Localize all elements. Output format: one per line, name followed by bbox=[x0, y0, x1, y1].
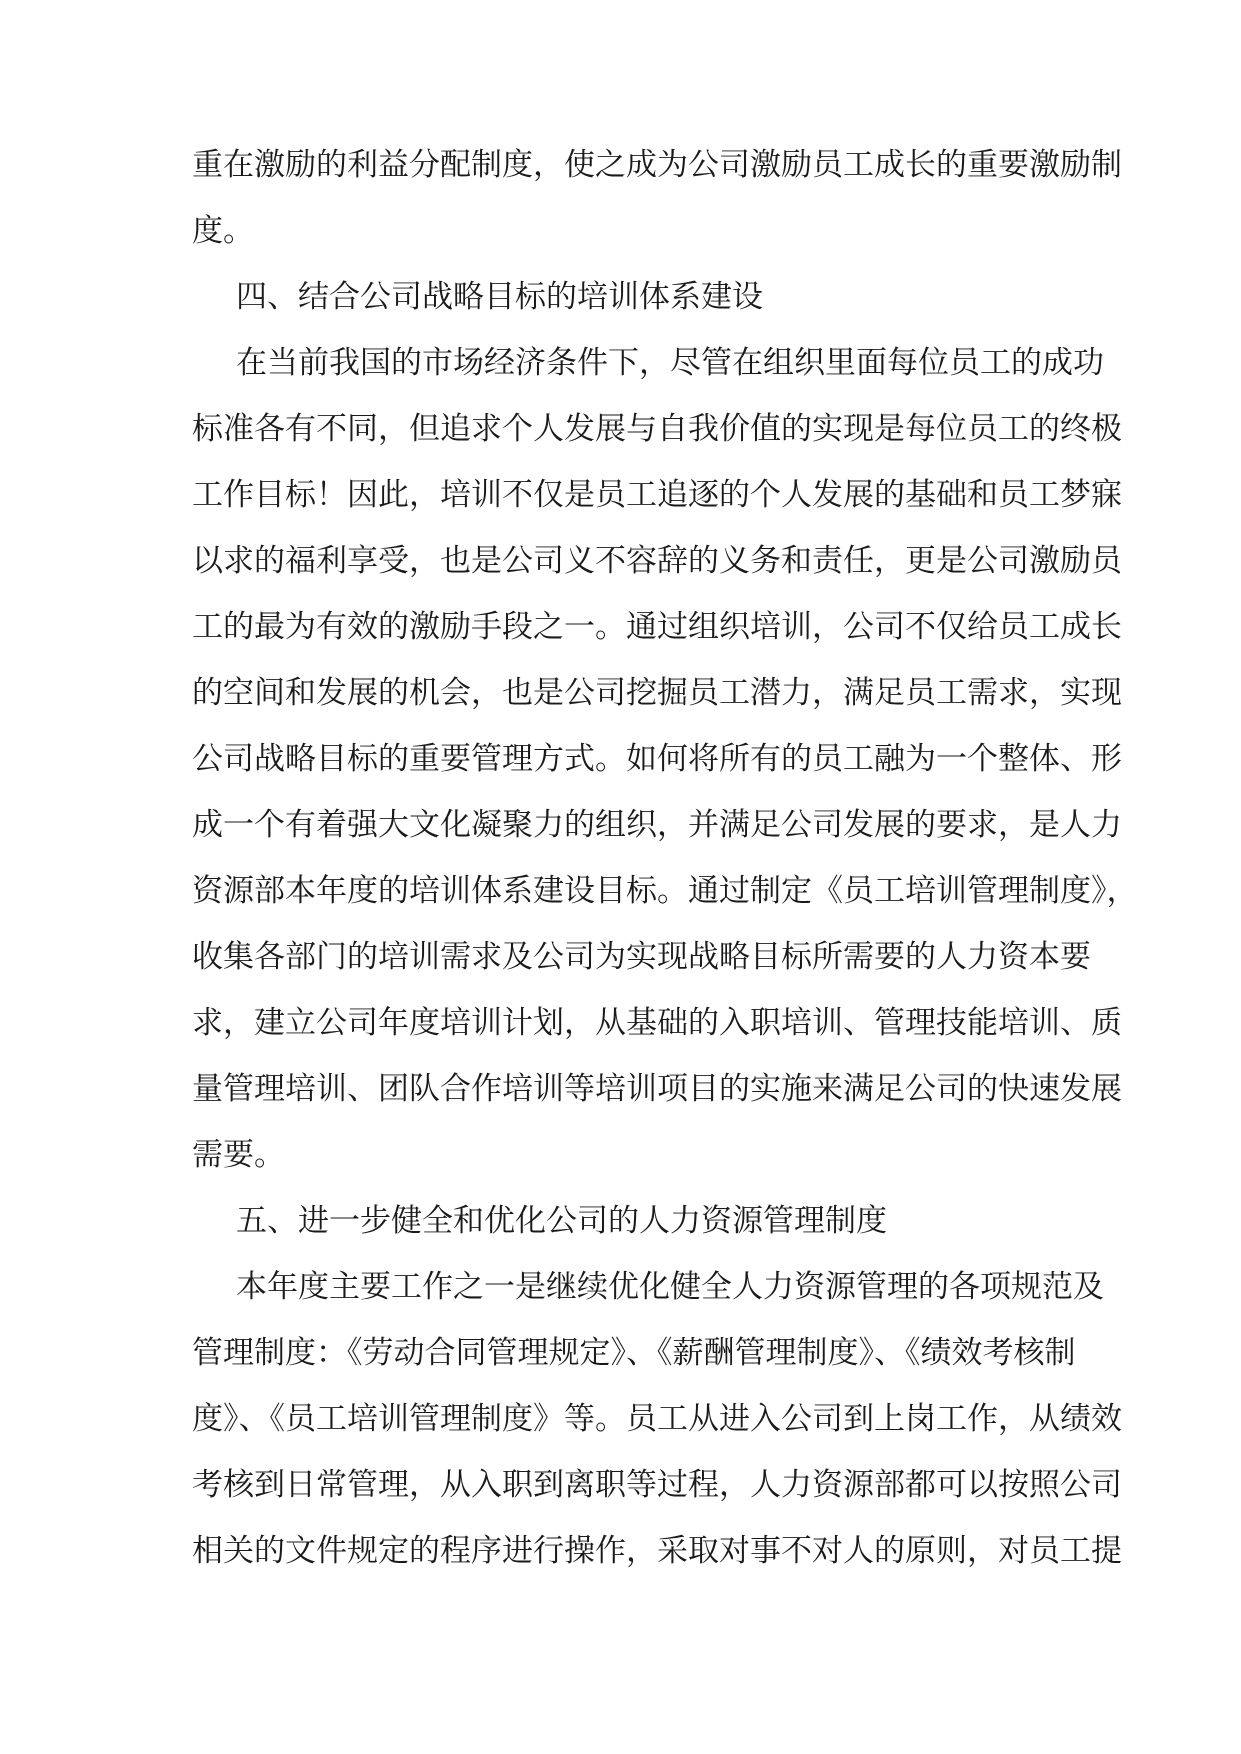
text-line: 重在激励的利益分配制度，使之成为公司激励员工成长的重要激励制 bbox=[192, 147, 1122, 183]
section-heading: 四、结合公司战略目标的培训体系建设 bbox=[236, 279, 763, 315]
text-line: 本年度主要工作之一是继续优化健全人力资源管理的各项规范及 bbox=[236, 1269, 1104, 1305]
text-line: 求，建立公司年度培训计划，从基础的入职培训、管理技能培训、质 bbox=[192, 1005, 1122, 1041]
text-line: 标准各有不同，但追求个人发展与自我价值的实现是每位员工的终极 bbox=[192, 411, 1122, 447]
text-line: 度。 bbox=[192, 213, 254, 249]
text-line: 工作目标！因此，培训不仅是员工追逐的个人发展的基础和员工梦寐 bbox=[192, 477, 1122, 513]
text-line: 资源部本年度的培训体系建设目标。通过制定《员工培训管理制度》， bbox=[192, 873, 1138, 909]
text-line: 相关的文件规定的程序进行操作，采取对事不对人的原则，对员工提 bbox=[192, 1533, 1122, 1569]
text-line: 公司战略目标的重要管理方式。如何将所有的员工融为一个整体、形 bbox=[192, 741, 1122, 777]
text-line: 度》、《员工培训管理制度》等。员工从进入公司到上岗工作，从绩效 bbox=[192, 1401, 1122, 1437]
text-line: 量管理培训、团队合作培训等培训项目的实施来满足公司的快速发展 bbox=[192, 1071, 1122, 1107]
text-line: 的空间和发展的机会，也是公司挖掘员工潜力，满足员工需求，实现 bbox=[192, 675, 1122, 711]
text-line: 在当前我国的市场经济条件下，尽管在组织里面每位员工的成功 bbox=[236, 345, 1104, 381]
text-line: 管理制度：《劳动合同管理规定》、《薪酬管理制度》、《绩效考核制 bbox=[192, 1335, 1076, 1371]
text-line: 以求的福利享受，也是公司义不容辞的义务和责任，更是公司激励员 bbox=[192, 543, 1122, 579]
section-heading: 五、进一步健全和优化公司的人力资源管理制度 bbox=[236, 1203, 887, 1239]
text-line: 成一个有着强大文化凝聚力的组织，并满足公司发展的要求，是人力 bbox=[192, 807, 1122, 843]
text-line: 工的最为有效的激励手段之一。通过组织培训，公司不仅给员工成长 bbox=[192, 609, 1122, 645]
text-line: 需要。 bbox=[192, 1137, 285, 1173]
text-line: 收集各部门的培训需求及公司为实现战略目标所需要的人力资本要 bbox=[192, 939, 1091, 975]
text-line: 考核到日常管理，从入职到离职等过程，人力资源部都可以按照公司 bbox=[192, 1467, 1122, 1503]
